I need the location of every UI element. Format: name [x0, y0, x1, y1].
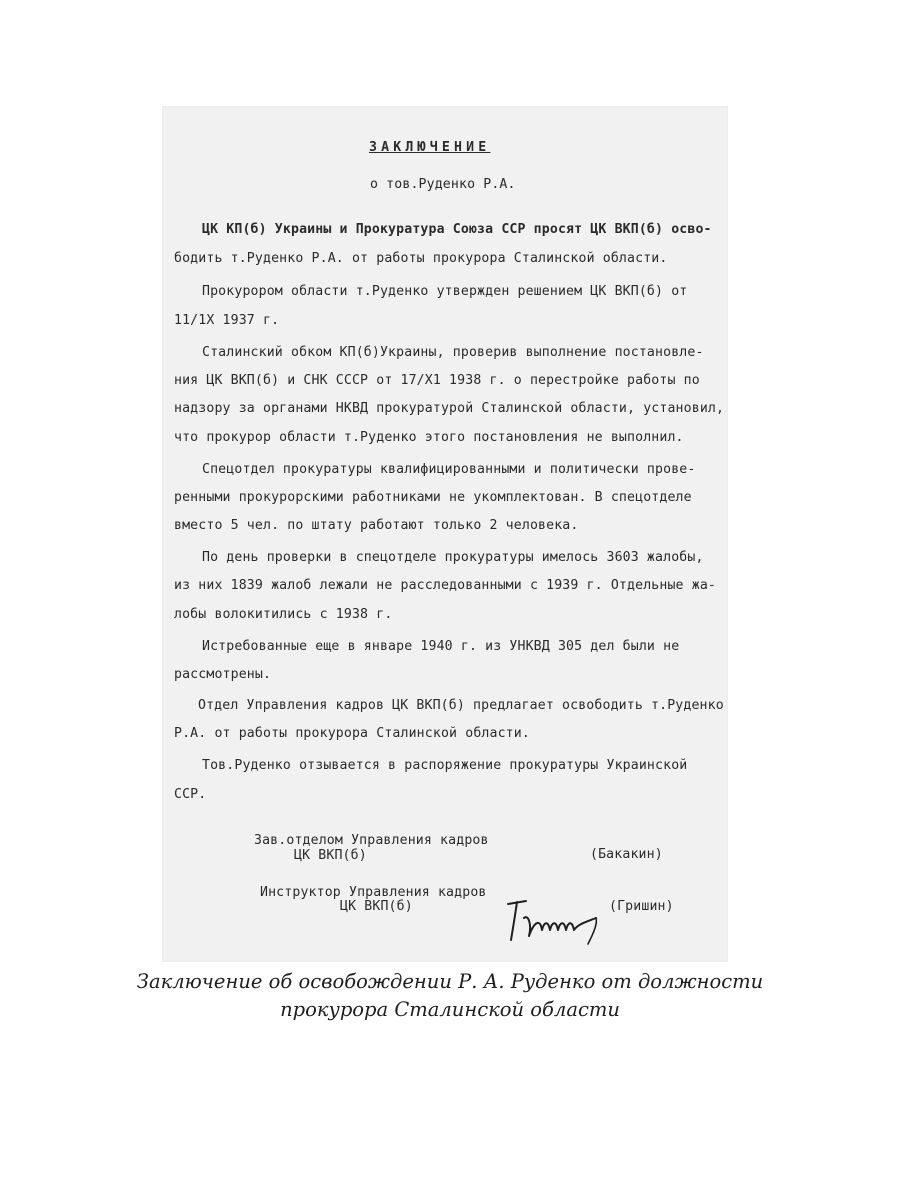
body-line: надзору за органами НКВД прокуратурой Сталинской области, установил,	[174, 401, 725, 416]
body-line: ния ЦК ВКП(б) и СНК СССР от 17/Х1 1938 г. о перестройке работы по	[174, 373, 700, 388]
body-line: рассмотрены.	[174, 667, 272, 682]
body-line: что прокурор области т.Руденко этого постановления не выполнил.	[174, 430, 684, 445]
body-line: Сталинский обком КП(б)Украины, проверив выполнение постановле-	[202, 345, 704, 360]
body-line: ренными прокурорскими работниками не укомплектован. В спецотделе	[174, 490, 692, 505]
body-line: 11/1Х 1937 г.	[174, 313, 280, 328]
body-line: ССР.	[174, 787, 207, 802]
body-line: Истребованные еще в январе 1940 г. из УНКВД 305 дел были не	[202, 639, 680, 654]
signatory-name: (Гришин)	[609, 899, 674, 914]
signatory-department: ЦК ВКП(б)	[340, 899, 413, 914]
figure-caption-line1: Заключение об освобождении Р. А. Руденко от должности	[136, 970, 764, 993]
signatory-position: Зав.отделом Управления кадров	[254, 833, 489, 848]
document-subtitle: о тов.Руденко Р.А.	[370, 177, 516, 192]
body-line: из них 1839 жалоб лежали не расследованными с 1939 г. Отдельные жа-	[174, 578, 716, 593]
figure-caption-line2: прокурора Сталинской области	[280, 998, 620, 1021]
body-line: бодить т.Руденко Р.А. от работы прокурора Сталинской области.	[174, 251, 668, 266]
signatory-name: (Бакакин)	[590, 847, 663, 862]
archival-document-scan	[162, 106, 728, 962]
signatory-department: ЦК ВКП(б)	[294, 848, 367, 863]
body-line: Тов.Руденко отзывается в распоряжение прокуратуры Украинской	[202, 758, 688, 773]
body-line: Спецотдел прокуратуры квалифицированными и политически прове-	[202, 462, 696, 477]
handwritten-signature	[502, 894, 614, 950]
document-title: ЗАКЛЮЧЕНИЕ	[369, 140, 491, 155]
body-line: Прокурором области т.Руденко утвержден решением ЦК ВКП(б) от	[202, 284, 688, 299]
signatory-position: Инструктор Управления кадров	[260, 885, 487, 900]
body-line: По день проверки в спецотделе прокуратуры имелось 3603 жалобы,	[202, 550, 704, 565]
body-line: ЦК КП(б) Украины и Прокуратура Союза ССР просят ЦК ВКП(б) осво-	[202, 222, 712, 237]
body-line: Р.А. от работы прокурора Сталинской области.	[174, 726, 530, 741]
body-line: вместо 5 чел. по штату работают только 2 человека.	[174, 518, 579, 533]
body-line: Отдел Управления кадров ЦК ВКП(б) предлагает освободить т.Руденко	[198, 698, 724, 713]
body-line: лобы волокитились с 1938 г.	[174, 607, 393, 622]
